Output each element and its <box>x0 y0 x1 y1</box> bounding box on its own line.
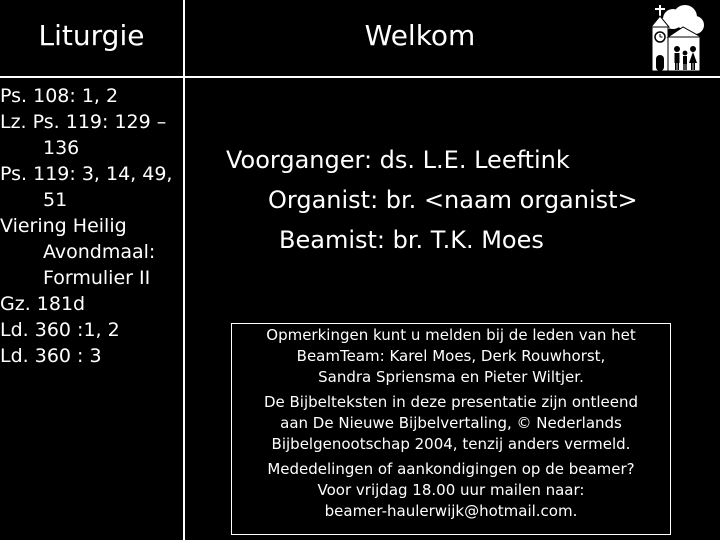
liturgy-item-text: Ps. 119: 129 –136 <box>32 111 167 159</box>
info-line: Mededelingen of aankondigingen op de beamer? <box>267 460 635 478</box>
liturgy-item <box>0 317 183 343</box>
liturgy-item <box>0 213 183 291</box>
liturgy-item <box>0 161 183 213</box>
organist-line: Organist: br. <naam organist> <box>268 186 638 214</box>
feedback-paragraph <box>236 325 666 388</box>
beamist-line: Beamist: br. T.K. Moes <box>279 226 544 254</box>
header-divider <box>0 76 720 78</box>
liturgy-item-code: Ps. <box>0 163 28 185</box>
welcome-title: Welkom <box>364 19 476 52</box>
liturgy-item-code: Ld. <box>0 345 29 367</box>
info-line: BeamTeam: Karel Moes, Derk Rouwhorst, <box>296 347 606 365</box>
info-line: aan De Nieuwe Bijbelvertaling, © Nederlands <box>280 414 622 432</box>
liturgy-item-text: 360 : 3 <box>34 345 102 367</box>
info-line: Sandra Spriensma en Pieter Wiltjer. <box>318 368 584 386</box>
info-line: beamer-haulerwijk@hotmail.com. <box>324 502 578 520</box>
liturgy-item <box>0 291 183 317</box>
preacher-line: Voorganger: ds. L.E. Leeftink <box>226 146 570 174</box>
info-line: Voor vrijdag 18.00 uur mailen naar: <box>317 481 585 499</box>
liturgy-item-code: Ld. <box>0 319 29 341</box>
church-family-icon <box>635 3 707 75</box>
liturgy-item-code: Ps. <box>0 85 28 107</box>
info-line: Opmerkingen kunt u melden bij de leden van het <box>266 326 636 344</box>
liturgy-item-text: 360 :1, 2 <box>34 319 120 341</box>
liturgy-item-code: Lz. <box>0 111 27 133</box>
copyright-paragraph <box>236 392 666 455</box>
liturgy-item <box>0 343 183 369</box>
liturgy-item-text: Heilig Avondmaal: Formulier II <box>43 215 156 289</box>
info-box <box>231 323 671 535</box>
liturgy-item-text: 119: 3, 14, 49, 51 <box>33 163 173 211</box>
liturgy-item-text: 181d <box>36 293 86 315</box>
liturgy-item-code: Gz. <box>0 293 31 315</box>
liturgy-item-text: 108: 1, 2 <box>33 85 119 107</box>
speakers-block <box>226 140 706 260</box>
liturgy-title: Liturgie <box>38 19 145 52</box>
info-line: De Bijbelteksten in deze presentatie zijn ontleend <box>263 393 639 411</box>
liturgy-item-code: Viering <box>0 215 67 237</box>
info-line: Bijbelgenootschap 2004, tenzij anders vermeld. <box>271 435 631 453</box>
announcement-paragraph <box>236 459 666 522</box>
sidebar-divider <box>183 0 185 540</box>
liturgy-list <box>0 83 183 369</box>
liturgy-item <box>0 109 183 161</box>
liturgy-item <box>0 83 183 109</box>
